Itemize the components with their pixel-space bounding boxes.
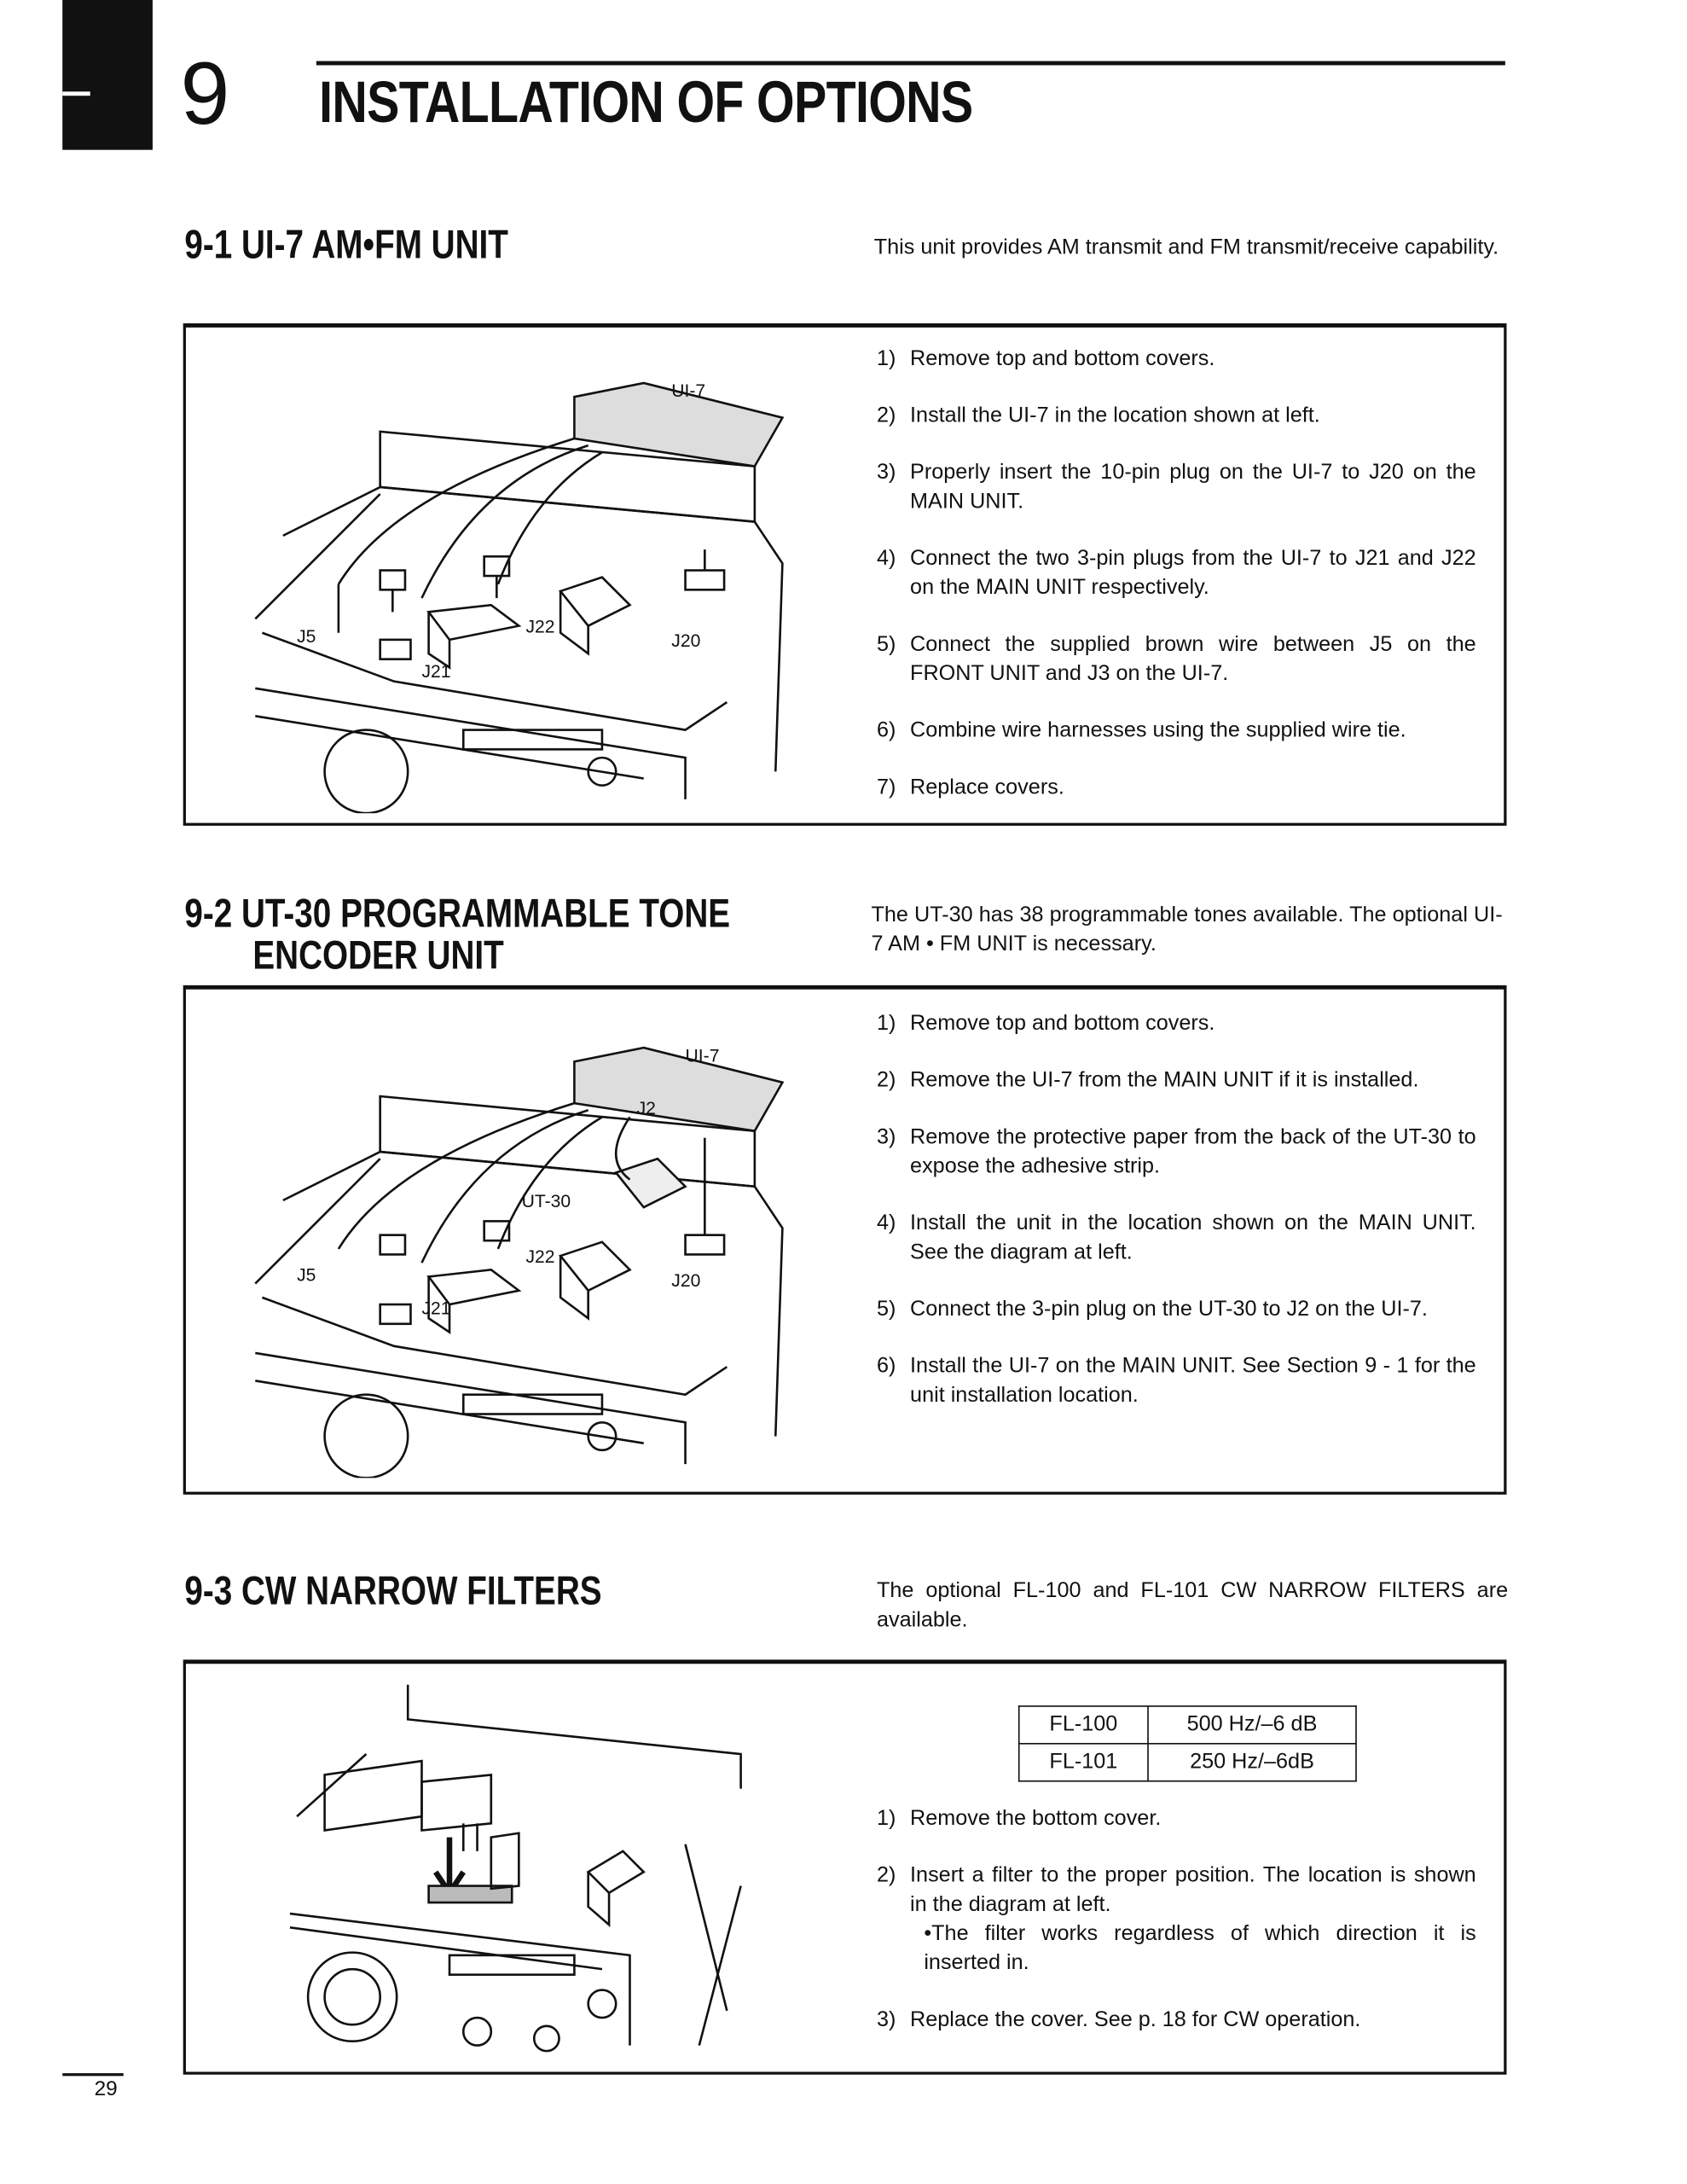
filter-spec: 500 Hz/–6 dB [1148,1706,1356,1744]
step-item [877,1804,1476,1833]
step-number: 6) [877,718,896,743]
step-number: 4) [877,1211,896,1235]
step-text: Remove top and bottom covers. [910,346,1215,371]
page-number-rule [62,2073,124,2075]
step-item [877,630,1476,688]
chapter-title: INSTALLATION OF OPTIONS [319,69,973,135]
section-heading-9-2 [184,894,730,978]
step-text: Replace the cover. See p. 18 for CW operation. [910,2007,1361,2032]
step-text: Remove top and bottom covers. [910,1011,1215,1036]
tab-notch [62,91,90,96]
chapter-tab-marker [62,0,153,150]
step-text: Install the unit in the location shown on the MAIN UNIT. See the diagram at left. [910,1211,1476,1264]
label-j21: J21 [421,661,451,682]
section-box-9-1 [183,323,1507,826]
ut30-installation-diagram [228,1020,838,1478]
label-j20: J20 [671,630,701,651]
step-number: 3) [877,2007,896,2032]
step-item [877,1066,1476,1095]
heading-line-1: 9-2 UT-30 PROGRAMMABLE TONE [184,892,731,937]
page-number: 29 [94,2077,118,2101]
step-number: 2) [877,1863,896,1888]
step-text: Connect the 3-pin plug on the UT-30 to J2 on the UI-7. [910,1297,1428,1321]
step-number: 5) [877,1297,896,1321]
table-row [1019,1744,1356,1781]
step-item [877,401,1476,430]
step-note: •The filter works regardless of which direction it is inserted in. [924,1921,1476,1975]
label-ui7: UI-7 [671,381,706,402]
step-text: Remove the bottom cover. [910,1806,1162,1831]
cw-filter-diagram [283,1678,866,2066]
step-number: 2) [877,1068,896,1093]
heading-line-2: ENCODER UNIT [252,933,504,979]
section-box-9-2 [183,985,1507,1495]
step-item [877,344,1476,373]
step-text: Connect the two 3-pin plugs from the UI-7 to J21 and J22 on the MAIN UNIT respectively. [910,546,1476,600]
step-item [877,2005,1476,2034]
label-j21: J21 [421,1298,451,1319]
steps-list-9-3 [877,1804,1476,2063]
label-ui7: UI-7 [685,1046,720,1066]
step-number: 1) [877,1011,896,1036]
step-number: 3) [877,1125,896,1149]
step-text: Replace covers. [910,775,1064,799]
step-text: Properly insert the 10-pin plug on the UI-7 to J20 on the MAIN UNIT. [910,461,1476,514]
step-text: Insert a filter to the proper position. The location is shown in the diagram at left. [910,1863,1476,1917]
step-number: 6) [877,1354,896,1379]
section-description-9-2: The UT-30 has 38 programmable tones available. The optional UI-7 AM • FM UNIT is necessary. [871,903,1503,956]
step-number: 1) [877,1806,896,1831]
step-text: Remove the protective paper from the back of the UT-30 to expose the adhesive strip. [910,1125,1476,1178]
step-item [877,458,1476,516]
step-item [877,1123,1476,1181]
label-j22: J22 [525,617,555,637]
chapter-number: 9 [180,43,230,143]
title-rule [316,61,1505,66]
step-number: 4) [877,546,896,571]
step-item [877,1209,1476,1267]
label-j5: J5 [297,1265,316,1286]
step-number: 7) [877,775,896,799]
step-number: 1) [877,346,896,371]
filter-model: FL-101 [1019,1744,1148,1781]
section-description-9-3: The optional FL-100 and FL-101 CW NARROW FILTERS are available. [877,1579,1509,1632]
label-j20: J20 [671,1270,701,1291]
step-number: 2) [877,404,896,427]
filter-spec-table [1018,1705,1357,1781]
step-text: Connect the supplied brown wire between J5 on the FRONT UNIT and J3 on the UI-7. [910,632,1476,686]
step-text: Install the UI-7 in the location shown at left. [910,404,1320,427]
section-heading-9-3: 9-3 CW NARROW FILTERS [184,1569,602,1614]
step-number: 5) [877,632,896,657]
table-row [1019,1706,1356,1744]
step-number: 3) [877,461,896,485]
step-item [877,1861,1476,1978]
step-item [877,773,1476,802]
step-text: Combine wire harnesses using the supplied wire tie. [910,718,1406,743]
step-text: Remove the UI-7 from the MAIN UNIT if it is installed. [910,1068,1419,1093]
section-heading-9-1: 9-1 UI-7 AM•FM UNIT [184,223,508,268]
label-j5: J5 [297,627,316,648]
section-box-9-3 [183,1659,1507,2074]
step-item [877,1295,1476,1324]
label-ut30: UT-30 [521,1192,571,1212]
ui7-installation-diagram [228,355,838,813]
label-j22: J22 [525,1247,555,1268]
step-item [877,544,1476,602]
filter-spec: 250 Hz/–6dB [1148,1744,1356,1781]
step-text: Install the UI-7 on the MAIN UNIT. See Section 9 - 1 for the unit installation location. [910,1354,1476,1408]
section-description-9-1: This unit provides AM transmit and FM transmit/receive capability. [873,235,1499,260]
label-j2: J2 [636,1099,656,1119]
steps-list-9-1 [877,344,1476,829]
step-item [877,716,1476,745]
step-item [877,1351,1476,1409]
filter-model: FL-100 [1019,1706,1148,1744]
step-item [877,1009,1476,1038]
steps-list-9-2 [877,1009,1476,1438]
